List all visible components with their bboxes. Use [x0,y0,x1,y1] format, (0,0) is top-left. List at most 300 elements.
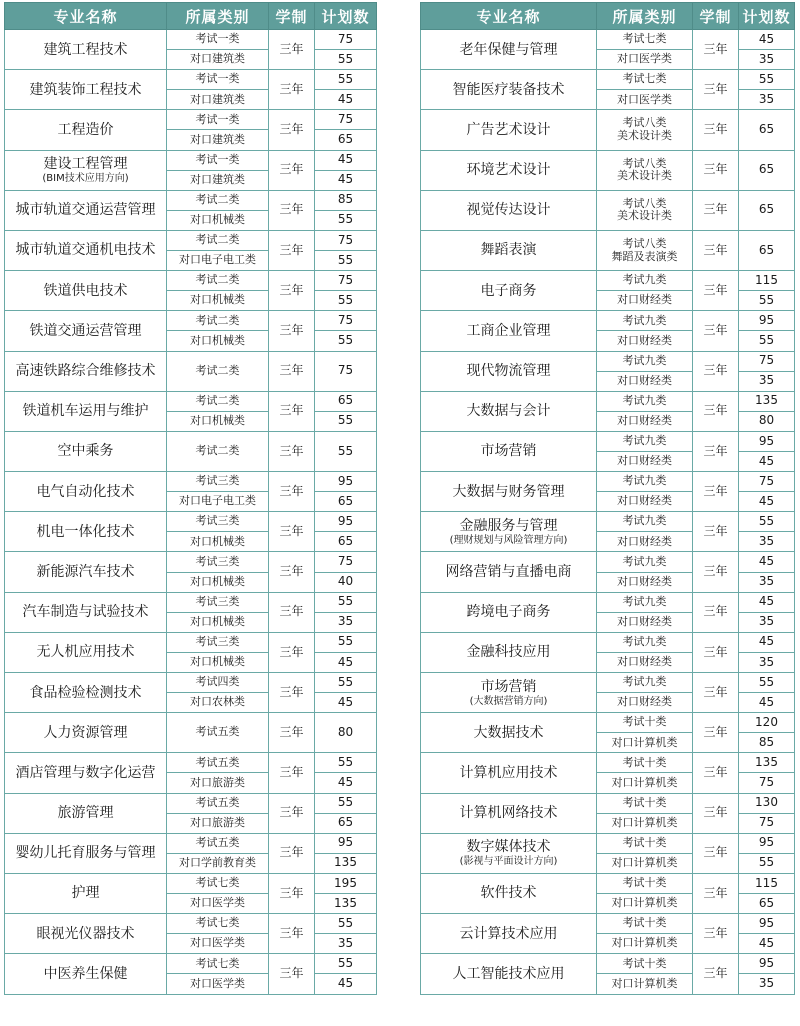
category-cell: 对口机械类 [167,411,269,431]
major-name: 建筑工程技术 [43,41,128,58]
plan-count-cell: 65 [739,110,795,150]
major-name-cell [421,190,597,230]
study-years-cell: 三年 [693,793,739,833]
category-cell: 考试九类 [597,592,693,612]
major-name-cell [421,230,597,270]
major-name: 婴幼儿托育服务与管理 [15,845,156,862]
header-plan-count: 计划数 [315,3,377,30]
study-years-cell: 三年 [693,30,739,70]
category-cell: 考试二类 [167,271,269,291]
plan-count-cell: 45 [739,934,795,954]
plan-count-cell: 55 [315,291,377,311]
major-name: 市场营销 [480,443,537,460]
category-cell: 对口机械类 [167,612,269,632]
plan-count-cell: 65 [739,894,795,914]
plan-count-cell: 95 [739,431,795,451]
category-cell: 考试五类 [167,713,269,753]
plan-count-cell: 120 [739,713,795,733]
category-cell: 对口财经类 [597,411,693,431]
category-cell: 考试三类 [167,512,269,532]
major-name-cell [5,70,167,110]
category-cell: 考试九类 [597,552,693,572]
study-years-cell: 三年 [693,713,739,753]
plan-count-cell: 95 [739,833,795,853]
study-years-cell: 三年 [269,632,315,672]
plan-count-cell: 135 [739,391,795,411]
major-name: 视觉传达设计 [466,202,551,219]
major-name-cell [5,753,167,793]
major-name: 电气自动化技术 [36,483,135,500]
header-major: 专业名称 [5,3,167,30]
category-cell: 对口电子电工类 [167,492,269,512]
plan-count-cell: 115 [739,873,795,893]
category-cell: 对口医学类 [597,50,693,70]
major-name: 建筑装饰工程技术 [29,81,142,98]
major-name-cell [421,753,597,793]
major-name-cell [421,351,597,391]
plan-count-cell: 95 [739,311,795,331]
table-row [421,230,795,270]
table-row [5,512,377,532]
category-cell: 考试一类 [167,30,269,50]
plan-count-cell: 95 [739,954,795,974]
category-cell: 对口财经类 [597,331,693,351]
category-cell: 对口建筑类 [167,130,269,150]
study-years-cell: 三年 [693,632,739,672]
table-row [421,311,795,331]
study-years-cell: 三年 [693,431,739,471]
category-cell: 对口建筑类 [167,170,269,190]
major-name: 工程造价 [57,121,114,138]
plan-count-cell: 130 [739,793,795,813]
plan-count-cell: 95 [315,833,377,853]
plan-count-cell: 80 [315,713,377,753]
plan-count-cell: 45 [739,492,795,512]
major-name: 市场营销 [480,678,537,695]
table-row [5,70,377,90]
plan-count-cell: 55 [315,411,377,431]
major-name-cell [5,793,167,833]
plan-count-cell: 35 [739,50,795,70]
category-cell: 考试八类 美术设计类 [597,110,693,150]
plan-count-cell: 55 [739,853,795,873]
major-name: 护理 [71,885,100,902]
category-cell: 考试二类 [167,190,269,210]
major-name: 大数据与财务管理 [452,483,565,500]
header-years: 学制 [269,3,315,30]
study-years-cell: 三年 [269,190,315,230]
major-name: 老年保健与管理 [459,41,558,58]
table-row [5,632,377,652]
major-name: 城市轨道交通机电技术 [15,242,156,259]
table-row [5,472,377,492]
category-cell: 对口计算机类 [597,733,693,753]
study-years-cell: 三年 [693,673,739,713]
plan-count-cell: 65 [315,391,377,411]
table-row [5,673,377,693]
study-years-cell: 三年 [269,30,315,70]
plan-count-cell: 35 [739,90,795,110]
plan-count-cell: 55 [315,632,377,652]
study-years-cell: 三年 [269,391,315,431]
major-name: 建设工程管理 [43,156,128,173]
study-years-cell: 三年 [269,311,315,351]
major-name-cell [5,673,167,713]
study-years-cell: 三年 [269,954,315,994]
table-row [421,632,795,652]
study-years-cell: 三年 [693,914,739,954]
plan-count-cell: 75 [315,110,377,130]
plan-count-cell: 85 [739,733,795,753]
major-direction: (理财规划与风险管理方向) [449,534,568,546]
plan-count-cell: 75 [315,311,377,331]
major-name-cell [5,954,167,994]
category-cell: 对口医学类 [167,934,269,954]
major-direction: (大数据营销方向) [469,695,548,707]
plan-count-cell: 40 [315,572,377,592]
major-name-cell [421,472,597,512]
category-cell: 对口医学类 [167,894,269,914]
major-name: 食品检验检测技术 [29,684,142,701]
category-cell: 对口机械类 [167,210,269,230]
study-years-cell: 三年 [693,271,739,311]
category-cell: 考试九类 [597,673,693,693]
table-row [421,351,795,371]
major-name-cell [5,713,167,753]
plan-count-cell: 55 [315,210,377,230]
table-row [421,793,795,813]
major-name-cell [421,793,597,833]
category-cell: 考试五类 [167,793,269,813]
major-name: 旅游管理 [57,805,114,822]
plan-count-cell: 55 [315,954,377,974]
study-years-cell: 三年 [693,512,739,552]
table-row [421,753,795,773]
major-name-cell [5,914,167,954]
category-cell: 对口财经类 [597,451,693,471]
major-name-cell [421,673,597,713]
plan-count-cell: 45 [315,773,377,793]
plan-count-cell: 35 [739,652,795,672]
plan-count-cell: 75 [315,230,377,250]
category-cell: 考试二类 [167,351,269,391]
major-name: 空中乘务 [57,443,114,460]
plan-count-cell: 45 [315,90,377,110]
category-cell: 对口财经类 [597,291,693,311]
table-row [5,230,377,250]
category-cell: 考试十类 [597,793,693,813]
plan-count-cell: 55 [315,673,377,693]
major-name: 无人机应用技术 [36,644,135,661]
major-name-cell [421,833,597,873]
major-name: 酒店管理与数字化运营 [15,764,156,781]
category-cell: 考试七类 [167,873,269,893]
study-years-cell: 三年 [269,431,315,471]
major-name: 新能源汽车技术 [36,563,135,580]
category-cell: 考试十类 [597,833,693,853]
category-cell: 考试三类 [167,552,269,572]
category-cell: 考试九类 [597,351,693,371]
major-name-cell [421,632,597,672]
category-cell: 考试一类 [167,110,269,130]
study-years-cell: 三年 [269,914,315,954]
plan-count-cell: 45 [739,30,795,50]
plan-count-cell: 55 [315,251,377,271]
major-name-cell [5,833,167,873]
category-cell: 对口财经类 [597,652,693,672]
table-row [5,431,377,471]
category-cell: 对口财经类 [597,572,693,592]
plan-count-cell: 55 [315,793,377,813]
category-cell: 对口计算机类 [597,813,693,833]
study-years-cell: 三年 [269,793,315,833]
study-years-cell: 三年 [269,753,315,793]
table-row [5,552,377,572]
major-name-cell [421,70,597,110]
plan-count-cell: 45 [739,693,795,713]
category-cell: 考试二类 [167,230,269,250]
plan-count-cell: 65 [739,230,795,270]
category-cell: 考试八类 美术设计类 [597,190,693,230]
plan-count-cell: 135 [315,853,377,873]
major-name-cell [421,391,597,431]
major-name: 人力资源管理 [43,724,128,741]
study-years-cell: 三年 [693,311,739,351]
plan-count-cell: 95 [315,512,377,532]
table-row [5,873,377,893]
study-years-cell: 三年 [693,954,739,994]
category-cell: 考试七类 [597,30,693,50]
major-name: 数字媒体技术 [466,839,551,856]
major-name: 计算机网络技术 [459,805,558,822]
study-years-cell: 三年 [693,753,739,793]
table-row [421,190,795,230]
plan-count-cell: 65 [739,190,795,230]
category-cell: 考试五类 [167,833,269,853]
table-row [421,954,795,974]
category-cell: 对口财经类 [597,612,693,632]
table-row [421,472,795,492]
major-name-cell [5,632,167,672]
study-years-cell: 三年 [269,512,315,552]
study-years-cell: 三年 [693,552,739,592]
major-direction: (BIM技术应用方向) [42,173,129,185]
study-years-cell: 三年 [269,472,315,512]
major-name: 金融科技应用 [466,644,551,661]
category-cell: 考试九类 [597,271,693,291]
plan-count-cell: 45 [315,974,377,994]
major-name-cell [5,391,167,431]
table-row [5,391,377,411]
major-name: 人工智能技术应用 [452,965,565,982]
plan-count-cell: 75 [739,472,795,492]
table-row [421,552,795,572]
category-cell: 考试五类 [167,753,269,773]
study-years-cell: 三年 [693,150,739,190]
table-body [421,30,795,995]
table-row [421,873,795,893]
category-cell: 考试九类 [597,311,693,331]
category-cell: 对口计算机类 [597,974,693,994]
plan-count-cell: 45 [739,592,795,612]
study-years-cell: 三年 [693,472,739,512]
major-name-cell [421,431,597,471]
table-row [5,190,377,210]
major-name: 中医养生保健 [43,965,128,982]
table-row [421,512,795,532]
category-cell: 对口财经类 [597,693,693,713]
study-years-cell: 三年 [269,351,315,391]
plan-count-cell: 75 [315,552,377,572]
major-name-cell [5,351,167,391]
major-name-cell [421,914,597,954]
table-row [421,713,795,733]
category-cell: 考试一类 [167,70,269,90]
major-name: 高速铁路综合维修技术 [15,363,156,379]
major-name-cell [5,552,167,592]
major-name: 舞蹈表演 [480,242,537,259]
major-name: 金融服务与管理 [459,517,558,534]
major-name: 机电一体化技术 [36,523,135,540]
table-row [5,351,377,391]
category-cell: 对口旅游类 [167,813,269,833]
major-name-cell [5,311,167,351]
plan-count-cell: 75 [739,773,795,793]
plan-count-cell: 55 [315,431,377,471]
category-cell: 考试七类 [167,954,269,974]
plan-count-cell: 65 [315,532,377,552]
category-cell: 考试十类 [597,753,693,773]
major-name: 环境艺术设计 [466,162,551,179]
plan-count-cell: 35 [739,974,795,994]
plan-count-cell: 35 [739,612,795,632]
plan-count-cell: 55 [315,50,377,70]
category-cell: 考试十类 [597,873,693,893]
major-name: 铁道机车运用与维护 [22,403,149,420]
header-category: 所属类别 [597,3,693,30]
category-cell: 考试十类 [597,954,693,974]
table-body [5,30,377,995]
plan-count-cell: 55 [315,753,377,773]
table-row [421,673,795,693]
header-row [5,3,377,30]
category-cell: 考试九类 [597,512,693,532]
major-name-cell [5,271,167,311]
category-cell: 考试七类 [597,70,693,90]
plan-count-cell: 75 [739,351,795,371]
plan-count-cell: 35 [739,371,795,391]
plan-count-cell: 85 [315,190,377,210]
major-name-cell [421,873,597,913]
plan-count-cell: 55 [739,291,795,311]
major-name-cell [421,271,597,311]
table-row [421,431,795,451]
study-years-cell: 三年 [269,70,315,110]
table-row [421,391,795,411]
major-name: 大数据与会计 [466,403,551,420]
category-cell: 考试三类 [167,472,269,492]
category-cell: 对口机械类 [167,572,269,592]
category-cell: 对口学前教育类 [167,853,269,873]
plan-count-cell: 65 [739,150,795,190]
category-cell: 对口机械类 [167,532,269,552]
category-cell: 对口医学类 [597,90,693,110]
category-cell: 考试九类 [597,632,693,652]
plan-count-cell: 45 [315,693,377,713]
category-cell: 考试一类 [167,150,269,170]
major-name-cell [5,472,167,512]
category-cell: 考试九类 [597,391,693,411]
study-years-cell: 三年 [693,190,739,230]
major-name-cell [421,110,597,150]
category-cell: 考试二类 [167,431,269,471]
table-row [421,592,795,612]
major-name: 跨境电子商务 [466,604,551,621]
table-row [421,150,795,190]
table-row [5,713,377,753]
category-cell: 考试八类 舞蹈及表演类 [597,230,693,270]
table-row [421,833,795,853]
table-row [5,110,377,130]
category-cell: 考试九类 [597,472,693,492]
major-name-cell [421,311,597,351]
plan-count-cell: 45 [315,652,377,672]
category-cell: 对口计算机类 [597,853,693,873]
major-name-cell [5,30,167,70]
category-cell: 对口计算机类 [597,773,693,793]
category-cell: 对口旅游类 [167,773,269,793]
table-row [421,30,795,50]
plan-count-cell: 75 [315,30,377,50]
category-cell: 对口财经类 [597,532,693,552]
table-row [5,271,377,291]
category-cell: 考试二类 [167,311,269,331]
table-row [5,954,377,974]
major-name-cell [5,592,167,632]
major-name-cell [5,873,167,913]
major-name: 大数据技术 [473,724,544,741]
category-cell: 对口计算机类 [597,894,693,914]
major-name-cell [5,431,167,471]
table-row [5,793,377,813]
major-name: 工商企业管理 [466,322,551,339]
header-row [421,3,795,30]
plan-count-cell: 75 [315,271,377,291]
enrollment-table-right [420,2,795,995]
study-years-cell: 三年 [269,673,315,713]
major-name-cell [421,713,597,753]
plan-count-cell: 80 [739,411,795,431]
table-row [5,833,377,853]
plan-count-cell: 45 [739,632,795,652]
table-row [421,70,795,90]
plan-count-cell: 135 [739,753,795,773]
category-cell: 对口机械类 [167,291,269,311]
major-name-cell [5,230,167,270]
table-row [5,30,377,50]
study-years-cell: 三年 [269,230,315,270]
plan-count-cell: 45 [315,170,377,190]
study-years-cell: 三年 [269,592,315,632]
study-years-cell: 三年 [693,351,739,391]
study-years-cell: 三年 [269,873,315,913]
plan-count-cell: 95 [739,914,795,934]
study-years-cell: 三年 [693,110,739,150]
plan-count-cell: 35 [315,934,377,954]
major-name-cell [5,150,167,190]
plan-count-cell: 55 [315,592,377,612]
plan-count-cell: 45 [315,150,377,170]
